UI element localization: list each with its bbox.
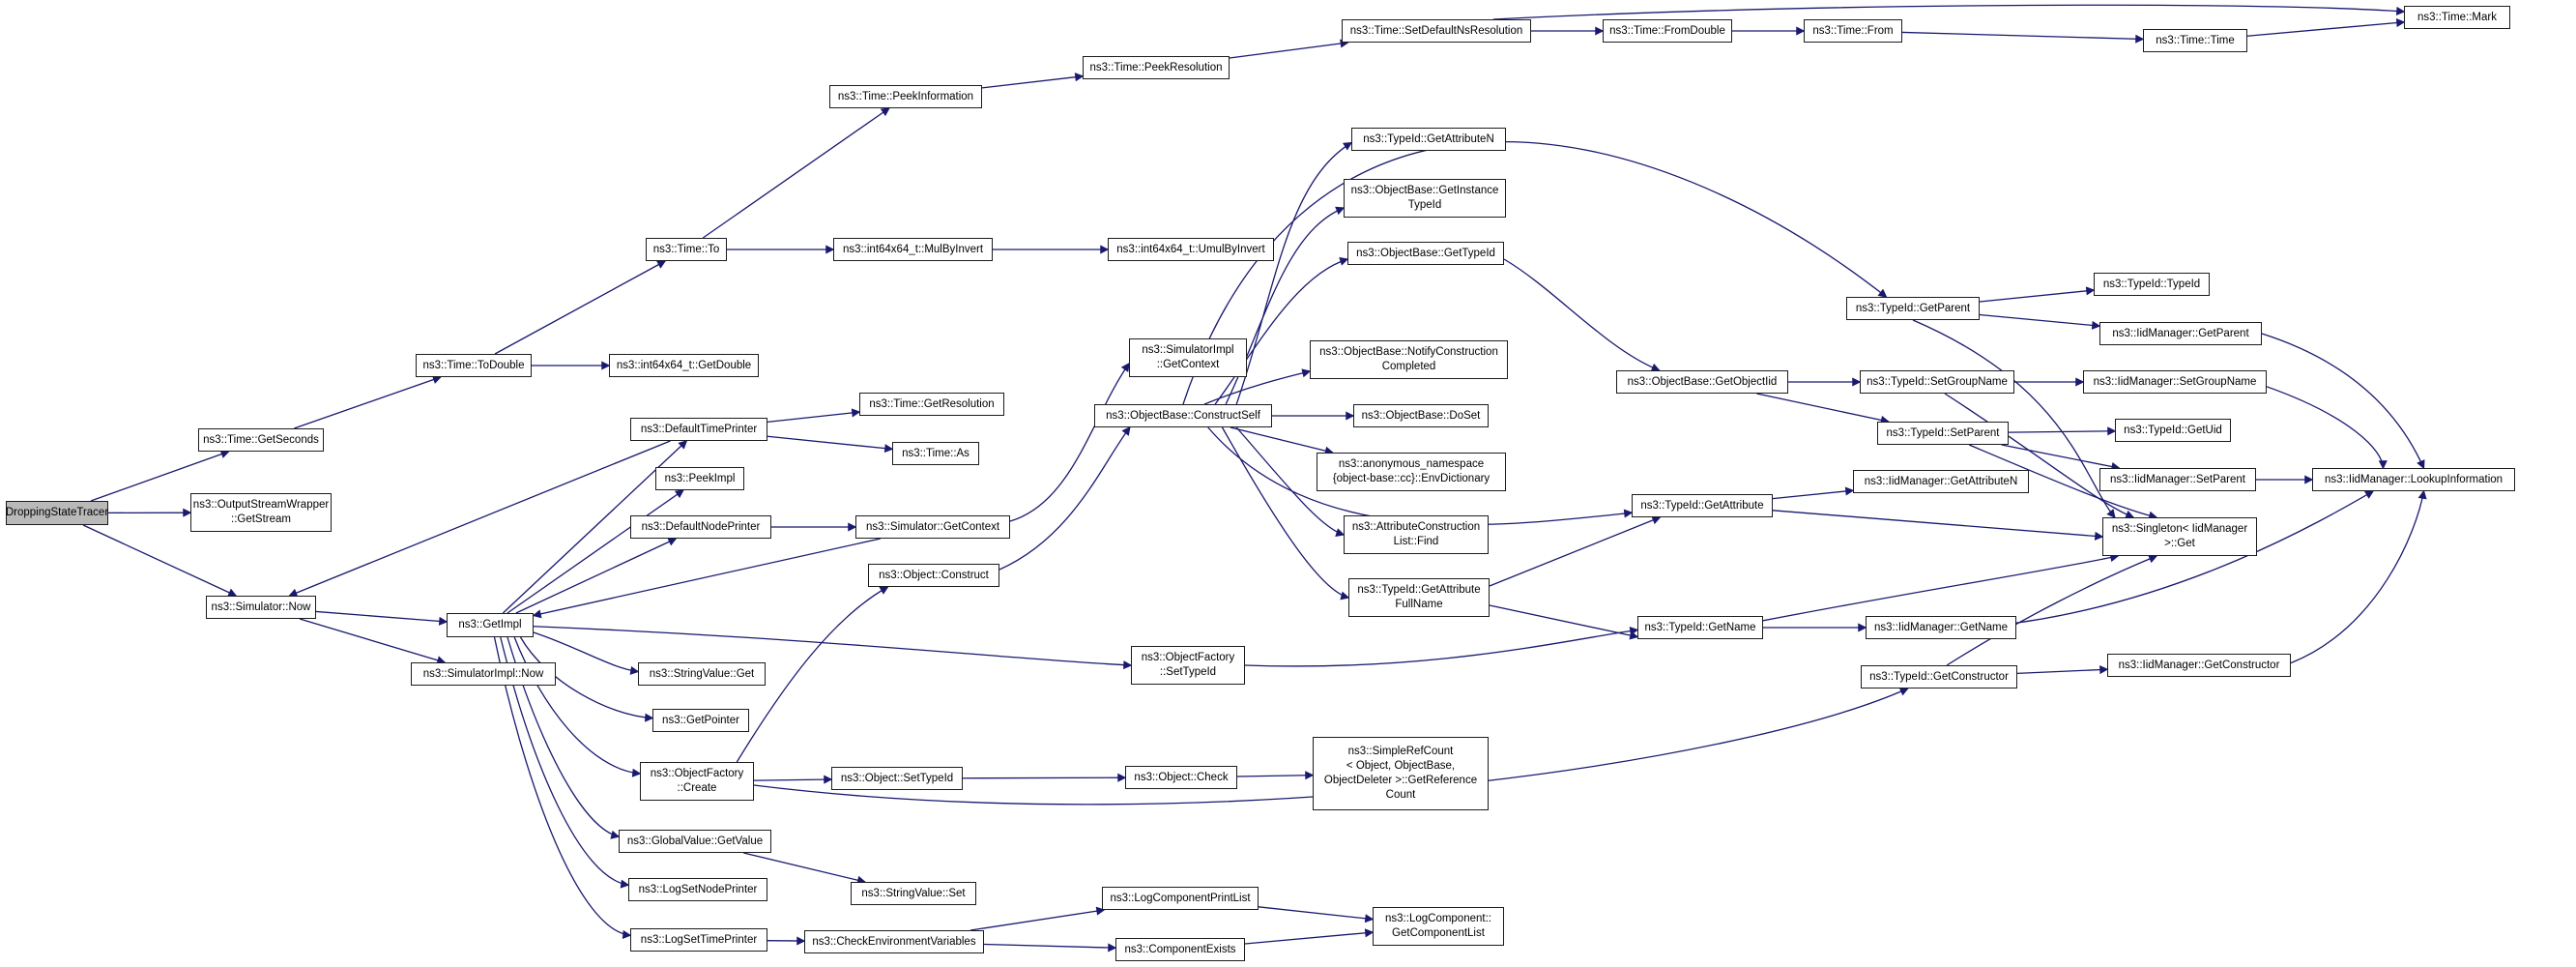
graph-node-label: FullName [1395, 599, 1443, 610]
graph-node-checkEnv[interactable] [804, 930, 984, 953]
graph-node-label: ns3::SimpleRefCount [1347, 746, 1454, 758]
graph-node-tidGetName[interactable] [1637, 616, 1763, 639]
graph-node-obGetTypeId[interactable] [1347, 242, 1504, 265]
graph-node-getImpl[interactable] [447, 613, 534, 637]
graph-node-label: ns3::SimulatorImpl::Now [422, 667, 544, 680]
call-edge-tidGetParent-to-tidTypeId [1980, 290, 2094, 302]
graph-node-peekRes[interactable] [1083, 56, 1230, 79]
graph-node-label: ns3::Time::To [652, 243, 720, 255]
graph-node-label: ns3::GlobalValue::GetValue [626, 835, 764, 847]
graph-node-label: ns3::Object::SetTypeId [840, 772, 954, 784]
graph-node-label: ns3::TypeId::SetGroupName [1867, 375, 2008, 388]
call-edge-ofCreate-to-objSetTypeId [754, 779, 831, 780]
graph-node-iidGetAttributeN[interactable] [1853, 470, 2029, 493]
graph-node-timeMark[interactable] [2404, 6, 2510, 29]
call-edge-toDouble-to-timeTo [495, 261, 665, 354]
graph-node-simImplGetContext[interactable] [1129, 338, 1247, 377]
graph-node-label: ns3::anonymous_namespace [1338, 458, 1485, 471]
graph-node-toDouble[interactable] [416, 354, 532, 377]
call-edge-timeTime-to-timeMark [2247, 22, 2404, 36]
graph-node-label: ns3::Simulator::Now [211, 601, 311, 613]
graph-node-label: ns3::IidManager::GetName [1873, 621, 2009, 633]
call-edge-tidSetParent-to-iidSetParent [2002, 445, 2120, 468]
graph-node-label: ns3::ComponentExists [1124, 943, 1236, 955]
call-edge-tidSetGroupName-to-singletonGet [1945, 394, 2133, 517]
graph-node-logSetNodePrinter[interactable] [628, 878, 767, 901]
graph-node-tidGetConstructor[interactable] [1861, 665, 2017, 689]
graph-node-label: ns3::Time::Mark [2417, 11, 2497, 23]
graph-node-tidGetAttributeN[interactable] [1351, 128, 1506, 151]
graph-node-label: ns3::TypeId::GetConstructor [1869, 670, 2009, 683]
call-edge-peekInfo-to-peekRes [982, 76, 1083, 88]
graph-node-getComponentList[interactable] [1373, 907, 1504, 946]
call-edge-objCheck-to-simpleRefCount [1237, 776, 1313, 777]
graph-node-dtp[interactable] [630, 418, 767, 441]
graph-node-label: ns3::ObjectBase::ConstructSelf [1106, 409, 1260, 422]
graph-node-label: ObjectDeleter >::GetReference [1323, 775, 1478, 786]
call-edge-constructSelf-to-tidGetParent [1183, 142, 1886, 404]
graph-node-label: ::GetContext [1156, 359, 1220, 370]
graph-node-label: ns3::ObjectBase::GetObjectIid [1627, 375, 1778, 388]
graph-node-logSetTimePrinter[interactable] [630, 928, 767, 952]
graph-node-svGet[interactable] [638, 662, 766, 686]
graph-node-logCompPrintList[interactable] [1102, 887, 1259, 910]
graph-node-iidSetGroupName[interactable] [2083, 370, 2267, 394]
graph-node-label: ns3::TypeId::GetUid [2124, 424, 2222, 436]
graph-node-componentExists[interactable] [1115, 938, 1245, 961]
graph-node-tidGetUid[interactable] [2115, 419, 2231, 442]
graph-node-label: ns3::int64x64_t::MulByInvert [842, 243, 984, 255]
graph-node-label: List::Find [1393, 536, 1439, 547]
call-edge-simGetContext-to-getImpl [534, 539, 881, 616]
call-edge-tidGetAttribute-to-iidGetAttributeN [1773, 490, 1853, 498]
graph-node-ofSetTypeId[interactable] [1131, 646, 1245, 685]
graph-node-getObjectIid[interactable] [1616, 370, 1788, 394]
call-edge-simGetContext-to-simImplGetContext [1010, 364, 1129, 521]
call-edge-tidGetParent-to-iidGetParent [1980, 314, 2099, 326]
graph-node-label: ns3::GetImpl [458, 619, 522, 631]
graph-node-label: ns3::LogComponentPrintList [1110, 892, 1251, 904]
graph-node-objCheck[interactable] [1125, 766, 1237, 789]
call-edge-getSeconds-to-toDouble [294, 377, 440, 428]
graph-node-peekImpl[interactable] [655, 467, 744, 490]
graph-node-singletonGet[interactable] [2102, 517, 2257, 556]
call-edge-dropping-to-simNow [83, 525, 236, 596]
graph-node-label: ns3::ObjectBase::DoSet [1361, 409, 1481, 422]
graph-node-label: ns3::DefaultTimePrinter [640, 423, 758, 435]
graph-node-label: Completed [1381, 361, 1436, 372]
graph-node-getResolution[interactable] [859, 393, 1004, 416]
graph-node-label: GetComponentList [1392, 927, 1485, 939]
call-edge-logCompPrintList-to-getComponentList [1259, 907, 1373, 920]
graph-node-setDefaultNs[interactable] [1342, 19, 1531, 43]
graph-node-getInstanceTypeId[interactable] [1344, 179, 1506, 218]
graph-node-label: ns3::StringValue::Set [861, 887, 966, 899]
graph-node-label: ns3::LogSetNodePrinter [638, 883, 758, 895]
call-edge-componentExists-to-getComponentList [1245, 932, 1373, 944]
graph-node-aclFind[interactable] [1344, 515, 1489, 554]
graph-node-label: Count [1385, 788, 1416, 801]
graph-node-iidGetName[interactable] [1866, 616, 2016, 639]
graph-node-label: ns3::PeekImpl [664, 472, 736, 484]
graph-node-label: ns3::Time::GetResolution [869, 397, 995, 410]
graph-node-tidSetGroupName[interactable] [1860, 370, 2014, 394]
graph-node-label: ns3::Time::PeekInformation [837, 90, 974, 103]
graph-node-label: ns3::Time::FromDouble [1609, 24, 1725, 37]
graph-node-label: ns3::CheckEnvironmentVariables [812, 935, 976, 948]
call-edge-constructSelf-to-envDict [1230, 427, 1333, 453]
graph-node-label: ns3::TypeId::GetParent [1855, 302, 1971, 314]
graph-node-label: ns3::IidManager::GetAttributeN [1864, 475, 2018, 487]
graph-node-label: ns3::int64x64_t::UmulByInvert [1116, 243, 1265, 255]
graph-node-label: TypeId [1407, 199, 1442, 211]
call-edge-simNow-to-getImpl [316, 611, 447, 622]
graph-node-label: ns3::Time::As [902, 447, 970, 459]
graph-node-tidGetParent[interactable] [1846, 297, 1980, 320]
graph-node-label: ns3::ObjectBase::GetTypeId [1356, 247, 1495, 259]
graph-node-dropping[interactable] [6, 501, 108, 525]
call-edge-tidGetAttribute-to-singletonGet [1773, 511, 2102, 537]
call-edge-tidGetName-to-singletonGet [1763, 556, 2118, 621]
graph-node-label: ns3::Object::Construct [879, 569, 989, 581]
graph-node-tidTypeId[interactable] [2094, 273, 2210, 296]
graph-node-label: ns3::Singleton< IidManager [2111, 523, 2248, 536]
graph-node-objConstruct[interactable] [868, 564, 999, 587]
graph-node-peekInfo[interactable] [829, 85, 982, 108]
graph-node-getPointer[interactable] [652, 709, 749, 732]
call-edge-tidGetConstructor-to-iidGetConstructor [2017, 669, 2107, 673]
graph-node-label: ns3::Time::PeekResolution [1089, 61, 1223, 73]
graph-node-label: ns3::DefaultNodePrinter [641, 520, 761, 533]
graph-node-getDouble[interactable] [609, 354, 759, 377]
graph-node-simpleRefCount[interactable] [1313, 737, 1489, 810]
graph-node-ofCreate[interactable] [640, 762, 754, 801]
graph-node-iidGetParent[interactable] [2099, 322, 2262, 345]
call-edge-iidGetParent-to-lookupInfo [2262, 334, 2424, 468]
call-edge-simNow-to-simImplNow [300, 619, 445, 662]
graph-node-objSetTypeId[interactable] [831, 767, 963, 790]
call-edge-ofSetTypeId-to-tidGetName [1245, 630, 1637, 666]
call-edge-getImpl-to-ofCreate [514, 637, 640, 774]
call-edge-iidSetGroupName-to-lookupInfo [2267, 387, 2384, 468]
graph-node-label: ns3::Time::GetSeconds [203, 433, 319, 446]
graph-node-tidGetAttribute[interactable] [1632, 494, 1773, 517]
graph-node-doSet[interactable] [1353, 404, 1489, 427]
graph-node-label: ns3::ObjectBase::GetInstance [1350, 185, 1499, 197]
graph-node-umulByInvert[interactable] [1108, 238, 1274, 261]
graph-node-simImplNow[interactable] [411, 662, 556, 686]
graph-node-label: ns3::TypeId::GetName [1644, 621, 1756, 633]
graph-node-timeTo[interactable] [646, 238, 727, 261]
call-edge-dtp-to-timeAs [767, 436, 892, 449]
graph-node-notifyCC[interactable] [1310, 340, 1508, 379]
graph-node-iidGetConstructor[interactable] [2107, 654, 2291, 677]
graph-node-dnp[interactable] [630, 515, 771, 539]
graph-node-label: ::Create [677, 782, 717, 794]
call-edge-getAttrFullName-to-tidGetAttribute [1490, 517, 1660, 586]
graph-node-label: ns3::Time::From [1812, 24, 1894, 37]
graph-node-label: ns3::IidManager::GetParent [2112, 327, 2249, 339]
graph-node-label: ns3::IidManager::GetConstructor [2118, 659, 2280, 671]
call-edge-objConstruct-to-constructSelf [999, 427, 1130, 570]
graph-node-envDict[interactable] [1317, 453, 1506, 491]
graph-node-getStream[interactable] [190, 493, 332, 532]
graph-node-label: ns3::Object::Check [1134, 771, 1229, 783]
graph-node-label: ns3::TypeId::TypeId [2102, 278, 2201, 290]
graph-node-label: ns3::SimulatorImpl [1142, 344, 1234, 357]
graph-node-svSet[interactable] [851, 882, 976, 905]
call-edge-checkEnv-to-logCompPrintList [970, 910, 1104, 930]
graph-node-timeAs[interactable] [892, 442, 979, 465]
graph-node-label: ns3::LogSetTimePrinter [640, 933, 758, 946]
call-edge-iidGetConstructor-to-lookupInfo [2291, 491, 2424, 663]
call-edge-getAttrFullName-to-tidGetName [1490, 605, 1637, 637]
graph-node-iidSetParent[interactable] [2099, 468, 2256, 491]
graph-node-constructSelf[interactable] [1094, 404, 1272, 427]
graph-node-label: ns3::TypeId::SetParent [1886, 426, 2000, 439]
graph-node-label: ns3::TypeId::GetAttribute [1357, 584, 1481, 597]
graph-node-label: ns3::LogComponent:: [1385, 913, 1491, 925]
graph-node-timeTime[interactable] [2143, 29, 2247, 52]
graph-node-label: ns3::IidManager::SetGroupName [2093, 375, 2257, 388]
graph-node-label: ::SetTypeId [1159, 666, 1217, 678]
graph-node-label: ns3::Simulator::GetContext [865, 520, 1000, 533]
graph-node-label: ns3::StringValue::Get [649, 667, 755, 680]
call-edge-getObjectIid-to-tidSetParent [1756, 394, 1888, 422]
graph-node-timeFrom[interactable] [1804, 19, 1902, 43]
call-edge-dtp-to-getResolution [767, 412, 859, 422]
call-edge-getImpl-to-peekImpl [507, 490, 683, 613]
graph-node-label: ns3::TypeId::GetAttribute [1640, 499, 1764, 512]
graph-node-label: ns3::IidManager::SetParent [2110, 473, 2245, 485]
graph-node-label: ns3::TypeId::GetAttributeN [1363, 132, 1494, 145]
graph-node-label: {object-base::cc}::EnvDictionary [1332, 473, 1491, 484]
graph-node-label: ns3::int64x64_t::GetDouble [616, 359, 752, 371]
graph-node-label: ns3::IidManager::LookupInformation [2324, 473, 2504, 485]
graph-node-label: ns3::AttributeConstruction [1351, 521, 1481, 534]
call-edge-timeTo-to-peekInfo [703, 108, 889, 238]
graph-node-mulByInvert[interactable] [833, 238, 993, 261]
graph-node-label: ns3::OutputStreamWrapper [192, 499, 330, 512]
graph-node-label: ns3::Time::SetDefaultNsResolution [1349, 24, 1523, 37]
graph-node-label: < Object, ObjectBase, [1346, 760, 1456, 773]
graph-node-simNow[interactable] [206, 596, 316, 619]
graph-node-getAttrFullName[interactable] [1348, 578, 1490, 617]
graph-node-label: ns3::Time::ToDouble [422, 359, 525, 371]
graph-node-fromDouble[interactable] [1603, 19, 1732, 43]
graph-node-label: DroppingStateTracer [5, 507, 109, 519]
graph-node-lookupInfo[interactable] [2312, 468, 2515, 491]
graph-node-gvGetValue[interactable] [619, 830, 771, 853]
call-edge-tidGetConstructor-to-singletonGet [1947, 556, 2156, 665]
call-edge-setDefaultNs-to-timeMark [1493, 5, 2404, 19]
graph-node-label: ns3::GetPointer [662, 714, 739, 726]
call-edge-iidGetName-to-lookupInfo [2016, 491, 2373, 623]
call-edge-peekRes-to-setDefaultNs [1230, 43, 1347, 58]
call-edge-timeFrom-to-timeTime [1902, 32, 2143, 39]
call-edge-dtp-to-simNow [290, 441, 671, 596]
graph-node-label: ::GetStream [231, 513, 291, 525]
graph-node-tidSetParent[interactable] [1877, 422, 2009, 445]
call-edge-obGetTypeId-to-getObjectIid [1504, 259, 1660, 370]
graph-node-label: ns3::ObjectFactory [650, 768, 744, 780]
graph-node-label: ns3::ObjectBase::NotifyConstruction [1319, 346, 1498, 359]
call-edge-checkEnv-to-componentExists [984, 945, 1115, 949]
graph-node-label: >::Get [2164, 538, 2195, 549]
graph-node-simGetContext[interactable] [855, 515, 1010, 539]
graph-node-label: ns3::Time::Time [2156, 34, 2235, 46]
graph-node-getSeconds[interactable] [198, 428, 324, 452]
call-edge-objSetTypeId-to-objCheck [963, 777, 1125, 778]
graph-node-label: ns3::ObjectFactory [1141, 652, 1235, 664]
